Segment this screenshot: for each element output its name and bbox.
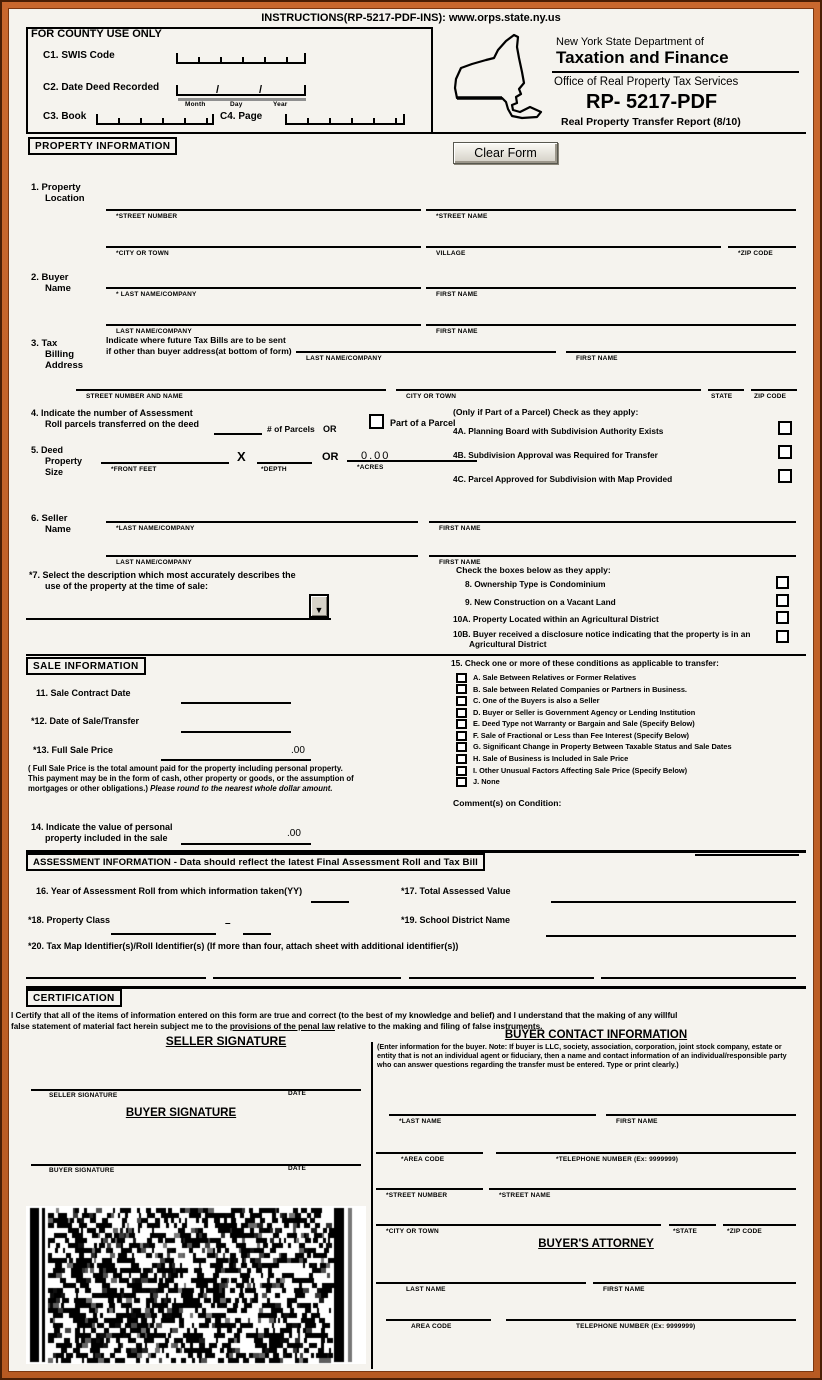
tax-street-field[interactable]	[76, 379, 386, 400]
comments-label: Comment(s) on Condition:	[453, 798, 562, 808]
condition-row	[456, 730, 732, 742]
assessment-year-field[interactable]	[311, 901, 349, 903]
tax-last-label: LAST NAME/COMPANY	[306, 355, 382, 362]
condition-checkbox[interactable]	[456, 684, 467, 694]
x-separator: X	[237, 449, 246, 464]
contact-last-label: *LAST NAME	[399, 1118, 442, 1125]
condition-row	[456, 672, 732, 684]
condition-checkbox[interactable]	[456, 708, 467, 718]
seller2-first-name-field[interactable]	[429, 545, 796, 566]
item1-number2: Location	[45, 193, 85, 204]
condition-label: C. One of the Buyers is also a Seller	[473, 696, 600, 706]
contact-first-label: FIRST NAME	[616, 1118, 658, 1125]
seller-date-label: DATE	[288, 1090, 307, 1097]
item5-number3: Size	[45, 467, 64, 477]
tax-city-label: CITY OR TOWN	[406, 393, 457, 400]
condition-checkbox[interactable]	[456, 673, 467, 683]
item7-line1: *7. Select the description which most accurately describes the	[29, 570, 296, 580]
tax-zip-field[interactable]	[751, 379, 797, 400]
buyer-contact-last-name-field[interactable]	[389, 1104, 596, 1125]
condition-checkbox[interactable]	[456, 766, 467, 776]
parcels-label: # of Parcels	[267, 424, 315, 434]
buyer2-last-name-field[interactable]	[106, 314, 421, 335]
seller-signature-field[interactable]	[31, 1089, 361, 1091]
condition-label: D. Buyer or Seller is Government Agency or Lending Institution	[473, 707, 696, 717]
ny-state-map-icon	[442, 29, 556, 135]
check-boxes-title: Check the boxes below as they apply:	[456, 565, 611, 575]
item8-label: 8. Ownership Type is Condominium	[465, 579, 606, 589]
buyer-contact-area-code-field[interactable]	[376, 1142, 483, 1163]
front-feet-field[interactable]	[101, 452, 229, 473]
seller2-first-label: FIRST NAME	[439, 559, 481, 566]
buyer-last-name-field[interactable]	[106, 277, 421, 298]
attorney-phone-field[interactable]	[506, 1309, 796, 1330]
part-of-parcel-checkbox[interactable]	[369, 414, 384, 429]
item3-number3: Address	[45, 360, 84, 371]
item14-line1: 14. Indicate the value of personal	[31, 822, 173, 832]
item12-label: *12. Date of Sale/Transfer	[31, 716, 140, 726]
property-city-field[interactable]	[106, 236, 421, 257]
item20-label: *20. Tax Map Identifier(s)/Roll Identifier(s) (If more than four, attach sheet with additional identifier(s))	[28, 941, 459, 951]
certification-text1: I Certify that all of the items of information entered on this form are true and correct (to the best of my knowledge and belief) and I understand that the making of any willful	[11, 1011, 678, 1020]
price-note3a: mortgages or other obligations.)	[28, 784, 151, 793]
buyer-contact-zip-field[interactable]	[723, 1214, 796, 1235]
c3-book-label: C3. Book	[43, 111, 87, 122]
street-name-label: *STREET NAME	[436, 213, 488, 220]
tax-zip-label: ZIP CODE	[754, 393, 787, 400]
item19-label: *19. School District Name	[401, 915, 511, 925]
acres-field[interactable]	[347, 450, 477, 471]
instructions-line: INSTRUCTIONS(RP-5217-PDF-INS): www.orps.state.ny.us	[261, 12, 561, 24]
agency-underline	[552, 71, 799, 73]
property-street-number-field[interactable]	[106, 199, 421, 220]
item4c-checkbox[interactable]	[778, 469, 792, 483]
c3-book-field[interactable]	[96, 114, 214, 125]
item2-number2: Name	[45, 283, 71, 294]
barcode	[26, 1206, 366, 1364]
item10a-checkbox[interactable]	[776, 611, 789, 624]
c2-month-label: Month	[185, 101, 206, 108]
condition-label: G. Significant Change in Property Between Taxable Status and Sale Dates	[473, 742, 732, 752]
condition-row	[456, 765, 732, 777]
personal-property-value-field[interactable]	[181, 843, 311, 845]
chevron-down-icon: ▼	[314, 605, 324, 615]
assessment-information-header: ASSESSMENT INFORMATION - Data should reflect the latest Final Assessment Roll and Tax Bill	[26, 853, 485, 871]
buyer-first-label: FIRST NAME	[436, 291, 478, 298]
village-label: VILLAGE	[436, 250, 466, 257]
item3-number2: Billing	[45, 349, 75, 360]
conditions-list	[456, 672, 732, 788]
item4b-label: 4B. Subdivision Approval was Required for Transfer	[453, 450, 658, 460]
item10b-label1: 10B. Buyer received a disclosure notice indicating that the property is in an	[453, 629, 751, 639]
seller2-last-name-field[interactable]	[106, 545, 418, 566]
form-number: RP- 5217-PDF	[586, 91, 718, 113]
item14-line2: property included in the sale	[45, 833, 168, 843]
attorney-phone-label: TELEPHONE NUMBER (Ex: 9999999)	[576, 1323, 696, 1330]
condition-checkbox[interactable]	[456, 777, 467, 787]
buyer-contact-note: (Enter information for the buyer. Note: If buyer is LLC, society, association, corporation, joint stock company, estate or entity that is not an individual agent or fiduciary, then a name and contact information of an individual/responsible party who can answer questions regarding the transfer must be entered. Type or print clearly.)	[377, 1042, 787, 1069]
condition-label: A. Sale Between Relatives or Former Relatives	[473, 672, 637, 682]
c1-swis-field[interactable]	[176, 53, 306, 64]
cert-penal-law-link: provisions of the penal law	[229, 1022, 335, 1031]
item10b-checkbox[interactable]	[776, 630, 789, 643]
contact-zip-label: *ZIP CODE	[727, 1228, 762, 1235]
item4-line2: Roll parcels transferred on the deed	[45, 419, 200, 429]
depth-label: *DEPTH	[261, 466, 287, 473]
attorney-area-label: AREA CODE	[411, 1323, 452, 1330]
certification-header: CERTIFICATION	[26, 989, 122, 1007]
item9-checkbox[interactable]	[776, 594, 789, 607]
condition-row	[456, 753, 732, 765]
tax-first-label: FIRST NAME	[576, 355, 618, 362]
condition-row	[456, 695, 732, 707]
acres-label: *ACRES	[357, 464, 384, 471]
price-note3	[28, 785, 333, 793]
agency-office: Office of Real Property Tax Services	[554, 76, 739, 88]
item7-line2: use of the property at the time of sale:	[45, 581, 209, 591]
tax-last-name-field[interactable]	[296, 341, 556, 362]
form-title: Real Property Transfer Report (8/10)	[561, 116, 741, 128]
item15-title: 15. Check one or more of these conditions as applicable to transfer:	[451, 658, 719, 668]
buyer-contact-heading: BUYER CONTACT INFORMATION	[504, 1029, 688, 1041]
tax-map-id-field-4[interactable]	[601, 977, 796, 979]
condition-label: E. Deed Type not Warranty or Bargain and Sale (Specify Below)	[473, 719, 695, 729]
seller-last-name-field[interactable]	[106, 511, 418, 532]
attorney-first-name-field[interactable]	[593, 1272, 796, 1293]
attorney-first-label: FIRST NAME	[603, 1286, 645, 1293]
price-note3b: Please round to the nearest whole dollar amount.	[150, 784, 333, 793]
c2-slash1: /	[216, 84, 220, 96]
personal-property-cents: .00	[287, 828, 301, 839]
seller-last-label: *LAST NAME/COMPANY	[116, 525, 195, 532]
parcels-count-field[interactable]	[214, 433, 262, 435]
sale-section-divider	[26, 654, 806, 656]
item4-line1: 4. Indicate the number of Assessment	[31, 408, 193, 418]
item4-right-title: (Only if Part of a Parcel) Check as they apply:	[453, 407, 639, 417]
tax-city-field[interactable]	[396, 379, 701, 400]
c2-day-label: Day	[230, 101, 243, 108]
full-sale-price-cents: .00	[291, 745, 305, 756]
property-street-name-field[interactable]	[426, 199, 796, 220]
depth-field[interactable]	[257, 452, 312, 473]
c2-year-label: Year	[273, 101, 288, 108]
item5-number: 5. Deed	[31, 445, 64, 455]
buyer-contact-phone-field[interactable]	[496, 1142, 796, 1163]
item4b-checkbox[interactable]	[778, 445, 792, 459]
tax-bill-note2: if other than buyer address(at bottom of form)	[106, 346, 292, 356]
item4a-label: 4A. Planning Board with Subdivision Authority Exists	[453, 426, 664, 436]
condition-label: I. Other Unusual Factors Affecting Sale Price (Specify Below)	[473, 765, 688, 775]
buyer-signature-heading: BUYER SIGNATURE	[125, 1107, 237, 1119]
property-class-sub-field[interactable]	[243, 933, 271, 935]
buyer-signature-field[interactable]	[31, 1164, 361, 1166]
item6-number2: Name	[45, 524, 71, 535]
c4-page-label: C4. Page	[220, 111, 263, 122]
c1-swis-label: C1. SWIS Code	[43, 50, 115, 61]
buyer2-first-label: FIRST NAME	[436, 328, 478, 335]
sale-information-header: SALE INFORMATION	[26, 657, 146, 675]
item8-checkbox[interactable]	[776, 576, 789, 589]
condition-checkbox[interactable]	[456, 719, 467, 729]
item16-label: 16. Year of Assessment Roll from which information taken(YY)	[36, 886, 303, 896]
certification-column-divider	[371, 1042, 373, 1369]
seller-first-label: FIRST NAME	[439, 525, 481, 532]
buyer-last-label: * LAST NAME/COMPANY	[116, 291, 197, 298]
agency-dept-line1: New York State Department of	[556, 36, 704, 48]
item17-label: *17. Total Assessed Value	[401, 886, 511, 896]
tax-state-field[interactable]	[708, 379, 744, 400]
condition-checkbox[interactable]	[456, 696, 467, 706]
tax-state-label: STATE	[711, 393, 733, 400]
front-feet-label: *FRONT FEET	[111, 466, 157, 473]
c2-slash2: /	[259, 84, 263, 96]
seller2-last-label: LAST NAME/COMPANY	[116, 559, 192, 566]
rp5217-form	[8, 8, 814, 1372]
c2-date-field[interactable]	[176, 85, 306, 96]
item13-label: *13. Full Sale Price	[33, 745, 114, 755]
condition-label: F. Sale of Fractional or Less than Fee Interest (Specify Below)	[473, 730, 690, 740]
item4c-label: 4C. Parcel Approved for Subdivision with Map Provided	[453, 474, 673, 484]
item18-label: *18. Property Class	[28, 915, 111, 925]
buyer-date-label: DATE	[288, 1165, 307, 1172]
buyer-contact-state-field[interactable]	[669, 1214, 716, 1235]
acres-value: 0.00	[347, 450, 477, 462]
contact-state-label: *STATE	[673, 1228, 698, 1235]
c2-date-label: C2. Date Deed Recorded	[43, 82, 160, 93]
clear-form-button[interactable]: Clear Form	[453, 142, 558, 164]
condition-row	[456, 776, 732, 788]
attorney-last-name-field[interactable]	[376, 1272, 586, 1293]
property-use-field[interactable]	[26, 618, 331, 620]
buyer-contact-first-name-field[interactable]	[606, 1104, 796, 1125]
tax-map-id-field-2[interactable]	[213, 977, 401, 979]
item2-number: 2. Buyer	[31, 272, 69, 283]
contact-area-label: *AREA CODE	[401, 1156, 445, 1163]
condition-checkbox[interactable]	[456, 742, 467, 752]
buyers-attorney-heading: BUYER'S ATTORNEY	[538, 1238, 654, 1250]
seller-first-name-field[interactable]	[429, 511, 796, 532]
condition-label: J. None	[473, 777, 500, 787]
county-use-title: FOR COUNTY USE ONLY	[31, 28, 162, 40]
item6-number: 6. Seller	[31, 513, 68, 524]
city-label: *CITY OR TOWN	[116, 250, 169, 257]
part-of-parcel-label: Part of a Parcel	[390, 418, 456, 428]
item1-number: 1. Property	[31, 182, 81, 193]
price-note2: This payment may be in the form of cash, other property or goods, or the assumption of	[28, 774, 354, 783]
attorney-last-label: LAST NAME	[406, 1286, 446, 1293]
property-class-dash: –	[225, 918, 231, 929]
contact-street-number-label: *STREET NUMBER	[386, 1192, 448, 1199]
buyer-first-name-field[interactable]	[426, 277, 796, 298]
item10b-label2: Agricultural District	[469, 639, 547, 649]
property-information-header: PROPERTY INFORMATION	[28, 137, 177, 155]
tax-map-id-field-1[interactable]	[26, 977, 206, 979]
agency-dept-line2: Taxation and Finance	[556, 48, 729, 67]
tax-map-id-field-3[interactable]	[409, 977, 594, 979]
or-label: OR	[323, 424, 337, 434]
condition-checkbox[interactable]	[456, 754, 467, 764]
property-village-field[interactable]	[426, 236, 721, 257]
cert-text2-pre: false statement of material fact herein subject me to the	[11, 1022, 230, 1031]
item9-label: 9. New Construction on a Vacant Land	[465, 597, 616, 607]
condition-label: B. Sale between Related Companies or Partners in Business.	[473, 684, 687, 694]
or-separator: OR	[322, 451, 339, 463]
certification-section-divider	[26, 986, 806, 989]
item4a-checkbox[interactable]	[778, 421, 792, 435]
tax-first-name-field[interactable]	[566, 341, 796, 362]
property-zip-field[interactable]	[728, 236, 796, 257]
price-note1: ( Full Sale Price is the total amount paid for the property including personal property.	[28, 764, 343, 773]
item11-label: 11. Sale Contract Date	[36, 688, 131, 698]
condition-row	[456, 707, 732, 719]
seller-signature-label: SELLER SIGNATURE	[49, 1092, 118, 1099]
buyer-signature-label: BUYER SIGNATURE	[49, 1167, 115, 1174]
tax-street-label: STREET NUMBER AND NAME	[86, 393, 183, 400]
sale-contract-date-field[interactable]	[181, 702, 291, 704]
street-number-label: *STREET NUMBER	[116, 213, 178, 220]
contact-phone-label: *TELEPHONE NUMBER (Ex: 9999999)	[556, 1156, 679, 1163]
condition-row	[456, 718, 732, 730]
attorney-area-code-field[interactable]	[386, 1309, 491, 1330]
comment-line[interactable]	[695, 854, 799, 856]
buyer-contact-street-number-field[interactable]	[376, 1178, 483, 1199]
condition-label: H. Sale of Business is Included in Sale Price	[473, 754, 629, 764]
c4-page-field[interactable]	[285, 114, 405, 125]
buyer-contact-city-field[interactable]	[376, 1214, 661, 1235]
item5-number2: Property	[45, 456, 83, 466]
property-use-dropdown[interactable]	[309, 594, 329, 618]
seller-signature-heading: SELLER SIGNATURE	[165, 1034, 287, 1048]
date-of-sale-field[interactable]	[181, 731, 291, 733]
header-divider	[26, 132, 806, 134]
condition-checkbox[interactable]	[456, 731, 467, 741]
contact-city-label: *CITY OR TOWN	[386, 1228, 439, 1235]
item10a-label: 10A. Property Located within an Agricultural District	[453, 614, 659, 624]
condition-row	[456, 742, 732, 754]
buyer-contact-street-name-field[interactable]	[489, 1178, 796, 1199]
cert-text2-post: relative to the making and filing of false instruments.	[334, 1022, 543, 1031]
school-district-field[interactable]	[546, 935, 796, 937]
property-class-field[interactable]	[111, 933, 216, 935]
tax-bill-note1: Indicate where future Tax Bills are to be sent	[106, 335, 286, 345]
contact-street-name-label: *STREET NAME	[499, 1192, 551, 1199]
total-assessed-value-field[interactable]	[551, 901, 796, 903]
condition-row	[456, 684, 732, 696]
full-sale-price-field[interactable]	[161, 759, 311, 761]
buyer2-first-name-field[interactable]	[426, 314, 796, 335]
zip-label: *ZIP CODE	[738, 250, 773, 257]
item3-number: 3. Tax	[31, 338, 58, 349]
buyer2-last-label: LAST NAME/COMPANY	[116, 328, 192, 335]
